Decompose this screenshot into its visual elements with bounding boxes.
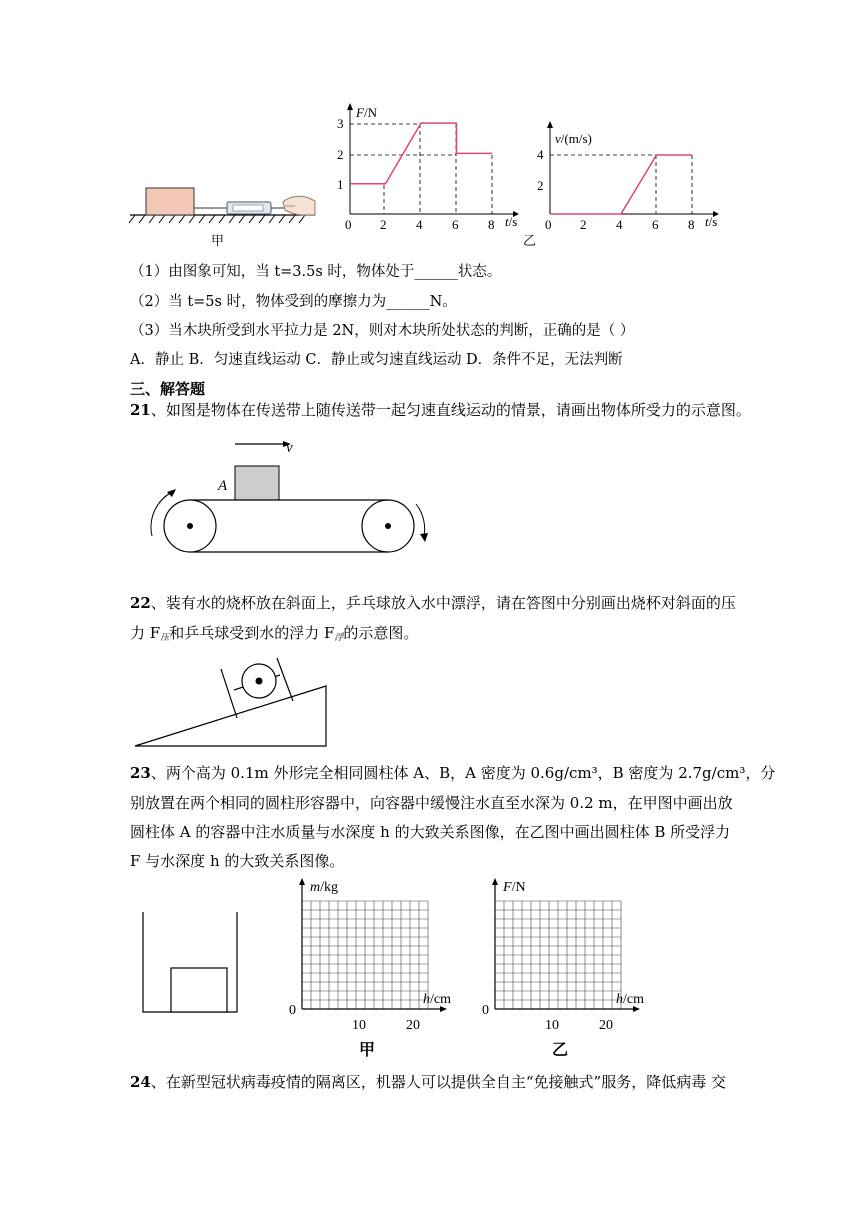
graph-jia [282,873,452,1063]
q23-line4: F 与水深度 h 的大致关系图像。 [130,852,345,870]
svg-text:F/N: F/N [503,880,526,895]
hand-icon [283,196,315,215]
conveyor-belt-figure [140,436,440,566]
svg-text:v/(m/s): v/(m/s) [555,131,592,146]
velocity-xtick-4: 4 [616,217,623,232]
q23-line3: 圆柱体 A 的容器中注水质量与水深度 h 的大致关系图像，在乙图中画出圆柱体 B 所受浮力 [130,823,731,841]
section-heading-3: 三、解答题 [130,380,206,398]
force-time-graph [337,103,519,232]
force-xtick-2: 2 [380,217,387,232]
velocity-time-graph [537,121,719,232]
yi-origin: 0 [482,1003,489,1018]
label-jia: 甲 [211,233,225,248]
svg-text:h/cm: h/cm [423,992,451,1007]
yi-xtick-20: 20 [599,1018,613,1033]
svg-text:m/kg: m/kg [310,880,339,895]
rotation-arrow-icon [167,489,176,497]
svg-text:F/N: F/N [356,105,377,120]
velocity-ytick-4: 4 [537,147,544,162]
ground-surface [129,215,315,223]
velocity-xtick-6: 6 [652,217,659,232]
velocity-data-line [550,155,692,214]
velocity-label: v [286,440,293,456]
box-A [235,466,279,500]
q20-sub3: （3）当木块所受到水平拉力是 2N，则对木块所处状态的判断，正确的是（ ） [130,323,635,339]
q21-text: 21、如图是物体在传送带上随传送带一起匀速直线运动的情景，请画出物体所受力的示意图。 [130,401,751,419]
force-xtick-0: 0 [345,217,352,232]
graph-yi [475,873,645,1063]
q23-line1: 23、两个高为 0.1m 外形完全相同圆柱体 A、B，A 密度为 0.6g/cm³，B 密度为 2.7g/cm³，分 [130,764,776,782]
rotation-arrow-icon [420,533,428,542]
svg-text:t/s: t/s [705,214,718,229]
q20-figure [125,98,735,250]
velocity-ytick-2: 2 [537,178,544,193]
yi-caption: 乙 [552,1040,569,1059]
q24-text: 24、在新型冠状病毒疫情的隔离区，机器人可以提供全自主“免接触式”服务，降低病毒 交 [130,1073,726,1091]
jia-origin: 0 [289,1003,296,1018]
velocity-xtick-8: 8 [688,217,695,232]
svg-text:t/s: t/s [505,214,518,229]
incline-surface [135,686,326,746]
grid-yi [495,901,621,1009]
q20-sub2: （2）当 t=5s 时，物体受到的摩擦力为______N。 [130,294,457,310]
svg-text:h/cm: h/cm [616,992,644,1007]
beaker-incline-figure [130,655,340,755]
q22-line2: 力 $F_压$和乒乓球受到水的浮力 $F_浮$的示意图。 [130,624,419,643]
container-figure [140,910,240,1018]
q22-line1: 22、装有水的烧杯放在斜面上，乒乓球放入水中漂浮，请在答图中分别画出烧杯对斜面的压 [130,594,736,612]
force-xtick-6: 6 [452,217,459,232]
force-xtick-4: 4 [416,217,423,232]
jia-xtick-20: 20 [406,1018,420,1033]
grid-jia [302,901,428,1009]
label-A: A [218,478,228,494]
yi-xtick-10: 10 [545,1018,559,1033]
q20-options: A．静止 B．匀速直线运动 C．静止或匀速直线运动 D．条件不足，无法判断 [130,352,623,368]
label-yi: 乙 [523,233,537,248]
spring-scale-icon [194,202,285,214]
jia-caption: 甲 [359,1040,376,1059]
force-ytick-2: 2 [337,147,344,162]
velocity-xtick-2: 2 [580,217,587,232]
force-xtick-8: 8 [488,217,495,232]
cylinder-block [171,968,227,1012]
force-data-line [350,123,492,184]
velocity-xtick-0: 0 [545,217,552,232]
force-ytick-3: 3 [337,116,344,131]
wooden-block [146,188,194,215]
q23-line2: 别放置在两个相同的圆柱形容器中，向容器中缓慢注水直至水深为 0.2 m，在甲图中画出放 [130,794,733,812]
jia-xtick-10: 10 [352,1018,366,1033]
force-ytick-1: 1 [337,177,344,192]
q20-sub1: （1）由图象可知，当 t=3.5s 时，物体处于______状态。 [130,264,502,280]
